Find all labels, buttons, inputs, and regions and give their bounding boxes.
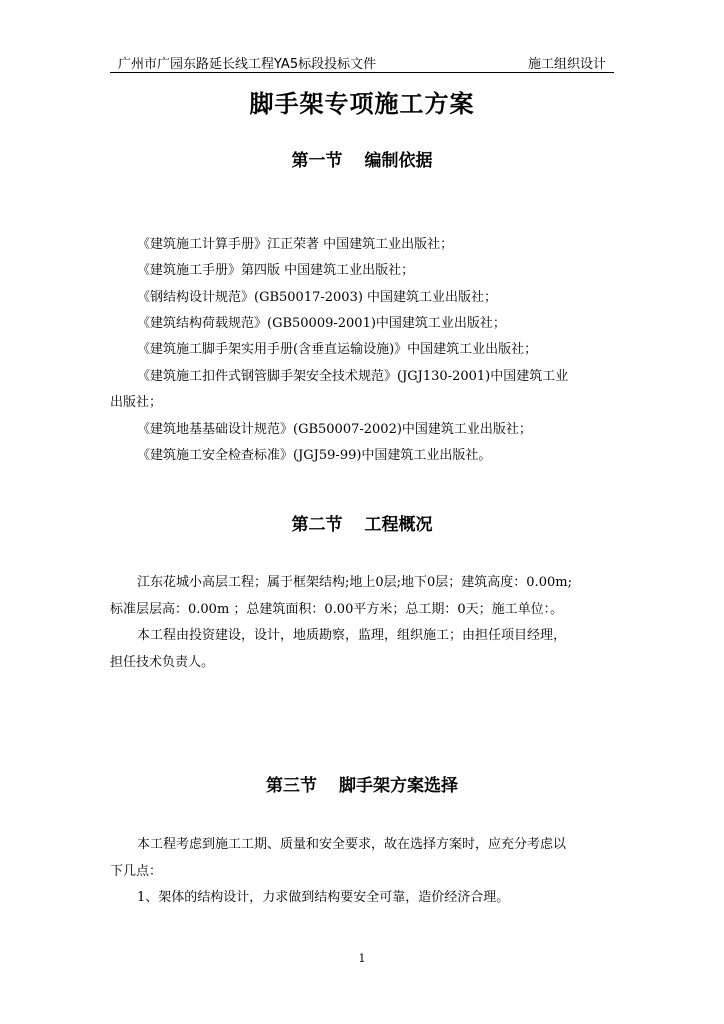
- overview-line: 本工程由投资建设，设计，地质勘察，监理，组织施工；由担任项目经理，: [137, 628, 567, 643]
- reference-line: 《建筑施工手册》第四版 中国建筑工业出版社；: [137, 263, 415, 278]
- selection-line: 1、架体的结构设计，力求做到结构要安全可靠，造价经济合理。: [137, 890, 510, 905]
- reference-line: 《建筑施工计算手册》江正荣著 中国建筑工业出版社；: [137, 237, 454, 252]
- page-number: 1: [358, 952, 366, 965]
- header-doc-type: 施工组织设计: [527, 57, 606, 72]
- reference-line: 《钢结构设计规范》(GB50017-2003) 中国建筑工业出版社；: [137, 290, 498, 305]
- section-3-heading: [0, 771, 724, 796]
- section-3-name: 脚手架方案选择: [339, 776, 458, 796]
- overview-line: 江东花城小高层工程；属于框架结构;地上0层;地下0层；建筑高度：0.00m;: [137, 575, 572, 590]
- section-3-number: 第三节: [266, 776, 317, 796]
- reference-line: 《建筑地基基础设计规范》(GB50007-2002)中国建筑工业出版社；: [137, 422, 532, 437]
- reference-line: 《建筑结构荷载规范》(GB50009-2001)中国建筑工业出版社；: [137, 316, 506, 331]
- reference-line: 出版社；: [110, 395, 163, 410]
- overview-line: 担任技术负责人。: [110, 655, 215, 670]
- section-2-number: 第二节: [291, 515, 343, 535]
- reference-line: 《建筑施工扣件式钢管脚手架安全技术规范》(JGJ130-2001)中国建筑工业: [137, 369, 569, 384]
- overview-line: 标准层层高：0.00m ；总建筑面积：0.00平方米；总工期：0天；施工单位：。: [110, 602, 564, 617]
- selection-line: 本工程考虑到施工工期、质量和安全要求，故在选择方案时，应充分考虑以: [137, 837, 567, 852]
- section-1-name: 编制依据: [364, 151, 433, 171]
- reference-line: 《建筑施工安全检查标准》(JGJ59-99)中国建筑工业出版社。: [137, 448, 492, 463]
- section-1-number: 第一节: [291, 151, 343, 171]
- document-title: 脚手架专项施工方案: [249, 90, 475, 118]
- reference-line: 《建筑施工脚手架实用手册(含垂直运输设施)》中国建筑工业出版社；: [137, 342, 538, 357]
- section-2-name: 工程概况: [364, 515, 433, 535]
- section-1-heading: [0, 146, 724, 171]
- selection-line: 下几点：: [110, 864, 163, 879]
- page-header: [110, 52, 614, 73]
- section-2-heading: [0, 510, 724, 535]
- header-project-name: 广州市广园东路延长线工程YA5标段投标文件: [118, 57, 377, 72]
